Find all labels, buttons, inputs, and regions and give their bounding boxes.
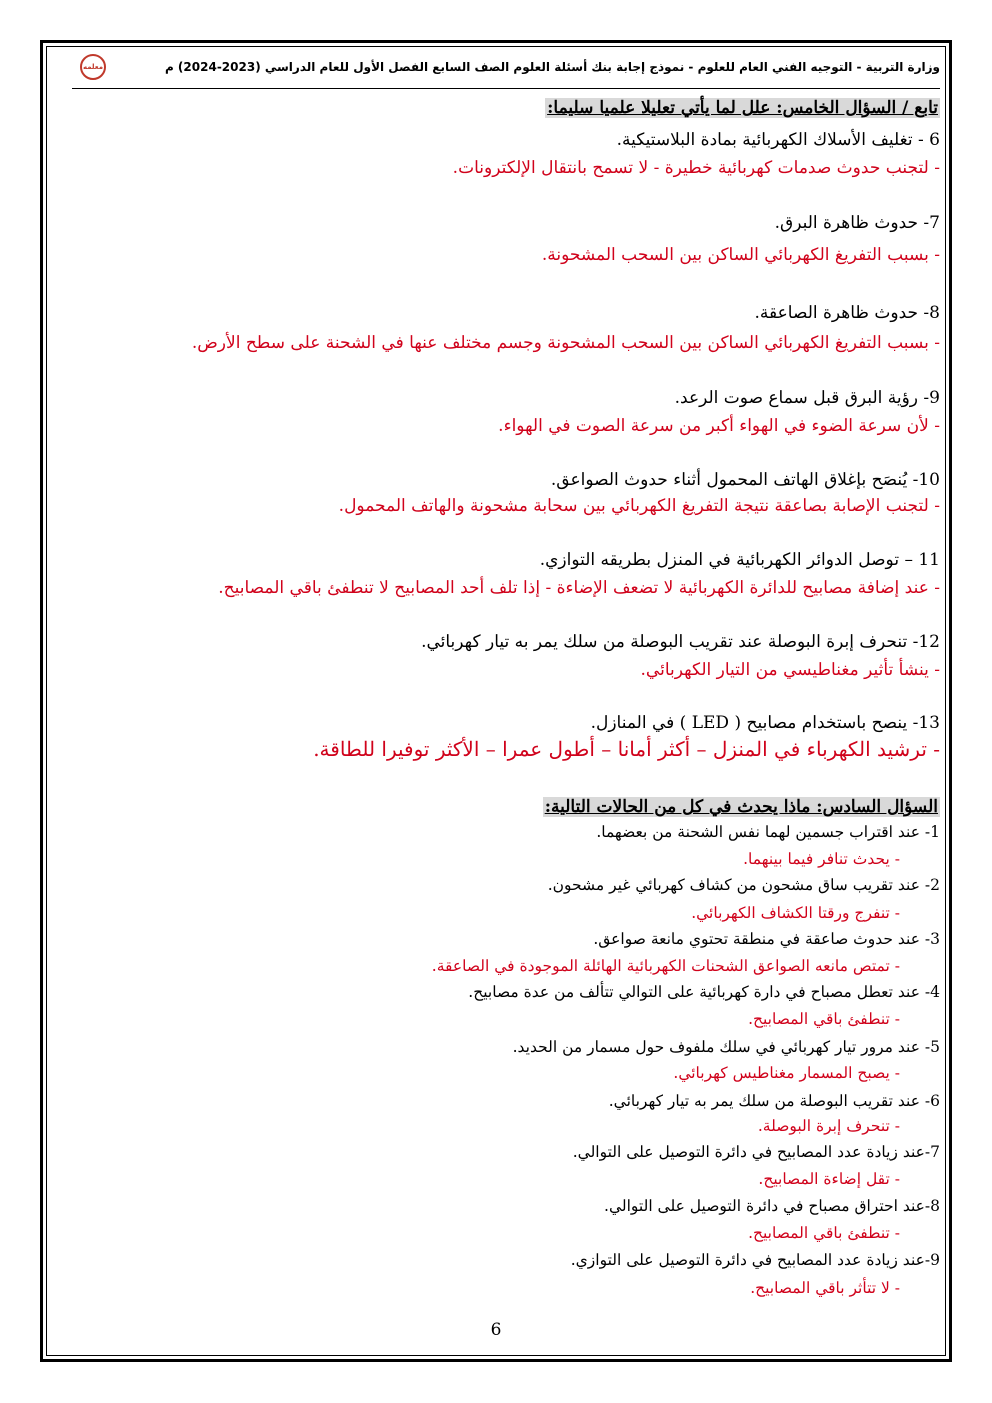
section5-title: تابع / السؤال الخامس: علل لما يأتي تعليلا علميا سليما: bbox=[547, 98, 938, 118]
question-item: 3- عند حدوث صاعقة في منطقة تحتوي مانعة صواعق. bbox=[593, 930, 940, 948]
logo-text: معلمه bbox=[82, 63, 104, 71]
answer-item: - لا تتأثر باقي المصابيح. bbox=[750, 1279, 900, 1297]
answer-item: - بسبب التفريغ الكهربائي الساكن بين السحب المشحونة وجسم مختلف عنها في الشحنة على سطح الأرض. bbox=[191, 333, 940, 353]
question-item: 7- حدوث ظاهرة البرق. bbox=[774, 213, 940, 233]
answer-item: - بسبب التفريغ الكهربائي الساكن بين السحب المشحونة. bbox=[541, 245, 940, 265]
question-item: 8- حدوث ظاهرة الصاعقة. bbox=[754, 303, 940, 323]
page-number: 6 bbox=[490, 1320, 502, 1340]
answer-item: - ترشيد الكهرباء في المنزل – أكثر أمانا – أطول عمرا – الأكثر توفيرا للطاقة. bbox=[313, 737, 940, 761]
question-item: 12- تنحرف إبرة البوصلة عند تقريب البوصلة من سلك يمر به تيار كهربائي. bbox=[421, 632, 940, 652]
question-item: 6 - تغليف الأسلاك الكهربائية بمادة البلاستيكية. bbox=[616, 130, 940, 150]
question-item: 1- عند اقتراب جسمين لهما نفس الشحنة من بعضهما. bbox=[596, 823, 940, 841]
answer-item: - تنطفئ باقي المصابيح. bbox=[748, 1010, 900, 1028]
question-item: 8-عند احتراق مصباح في دائرة التوصيل على التوالي. bbox=[604, 1197, 940, 1215]
document-body bbox=[150, 0, 940, 1403]
answer-item: - تقل إضاءة المصابيح. bbox=[758, 1170, 900, 1188]
question-item: 9-عند زيادة عدد المصابيح في دائرة التوصيل على التوازي. bbox=[570, 1251, 940, 1269]
answer-item: - عند إضافة مصابيح للدائرة الكهربائية لا تضعف الإضاءة - إذا تلف أحد المصابيح لا تنطفئ باقي المصابيح. bbox=[218, 578, 940, 598]
answer-item: - يصبح المسمار مغناطيس كهربائي. bbox=[673, 1064, 900, 1082]
header-title: وزارة التربية - التوجيه الفني العام للعلوم - نموذج إجابة بنك أسئلة العلوم الصف السابع الفصل الأول للعام الدراسي (2023-2024) م bbox=[164, 60, 940, 74]
answer-item: - يحدث تنافر فيما بينهما. bbox=[743, 850, 900, 868]
question-item: 6- عند تقريب البوصلة من سلك يمر به تيار كهربائي. bbox=[608, 1092, 940, 1110]
question-item: 9- رؤية البرق قبل سماع صوت الرعد. bbox=[674, 388, 940, 408]
answer-item: - تمتص مانعه الصواعق الشحنات الكهربائية الهائلة الموجودة في الصاعقة. bbox=[431, 957, 900, 975]
question-item: 4- عند تعطل مصباح في دارة كهربائية على التوالي تتألف من عدة مصابيح. bbox=[468, 983, 940, 1001]
question-item: 7-عند زيادة عدد المصابيح في دائرة التوصيل على التوالي. bbox=[572, 1143, 940, 1161]
question-item: 10- يُنصَح بإغلاق الهاتف المحمول أثناء حدوث الصواعق. bbox=[550, 470, 940, 490]
answer-item: - لأن سرعة الضوء في الهواء أكبر من سرعة الصوت في الهواء. bbox=[498, 416, 940, 436]
section6-title: السؤال السادس: ماذا يحدث في كل من الحالات التالية: bbox=[544, 797, 938, 817]
question-item: 13- ينصح باستخدام مصابيح ( LED ) في المنازل. bbox=[590, 713, 940, 733]
answer-item: - لتجنب الإصابة بصاعقة نتيجة التفريغ الكهربائي بين سحابة مشحونة والهاتف المحمول. bbox=[338, 496, 940, 516]
answer-item: - تنحرف إبرة البوصلة. bbox=[757, 1117, 900, 1135]
question-item: 11 – توصل الدوائر الكهربائية في المنزل بطريقه التوازي. bbox=[539, 550, 940, 570]
ministry-logo bbox=[80, 54, 106, 80]
answer-item: - تنفرج ورقتا الكشاف الكهربائي. bbox=[691, 904, 900, 922]
answer-item: - تنطفئ باقي المصابيح. bbox=[748, 1224, 900, 1242]
question-item: 2- عند تقريب ساق مشحون من كشاف كهربائي غير مشحون. bbox=[547, 876, 940, 894]
answer-item: - لتجنب حدوث صدمات كهربائية خطيرة - لا تسمح بانتقال الإلكترونات. bbox=[452, 158, 940, 178]
answer-item: - ينشأ تأثير مغناطيسي من التيار الكهربائي. bbox=[640, 660, 940, 680]
question-item: 5- عند مرور تيار كهربائي في سلك ملفوف حول مسمار من الحديد. bbox=[512, 1038, 940, 1056]
